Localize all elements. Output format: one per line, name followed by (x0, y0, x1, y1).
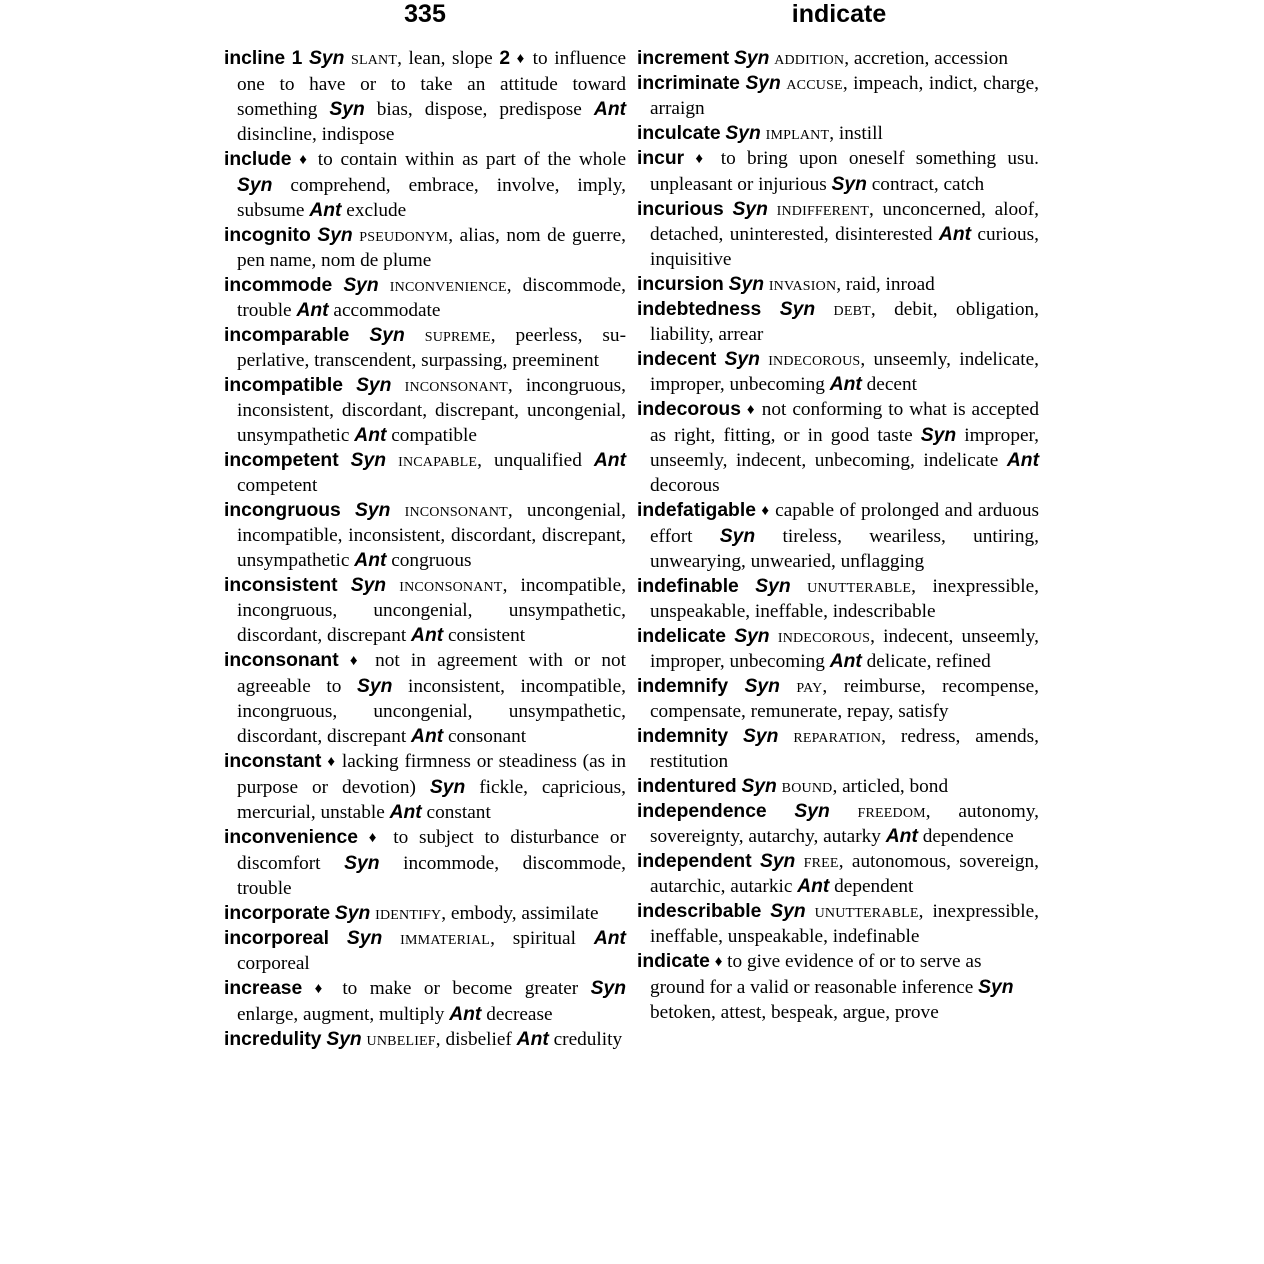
cross-reference: inconsonant (404, 375, 508, 396)
synonym-label: Syn (920, 425, 957, 446)
entry-text: capable of prolonged and arduous effort (650, 500, 1039, 547)
entry-text: curious, inquisitive (650, 224, 1039, 270)
cross-reference: pseudonym (359, 225, 449, 246)
antonym-label: Ant (938, 224, 972, 245)
entry-text: consonant (447, 726, 527, 747)
entry-headword: incompetent (224, 450, 339, 471)
entry-text: , autonomous, sovereign, autarchic, autarkic (650, 851, 1040, 897)
synonym-label: Syn (755, 576, 791, 597)
entry-text: , autonomy, sovereignty, autarchy, autarky (650, 801, 1040, 847)
cross-reference: addition (774, 48, 845, 69)
entry-headword: indelicate (637, 626, 726, 647)
entry-text: to contain within as part of the whole (309, 149, 626, 170)
dictionary-entry (637, 624, 1039, 674)
entry-text: competent (237, 475, 318, 496)
synonym-label: Syn (724, 349, 760, 370)
cross-reference: unutterable (814, 901, 919, 922)
entry-text: to subject to disturbance or discomfort (237, 827, 626, 874)
dictionary-entry (637, 799, 1039, 849)
dictionary-entry (637, 121, 1039, 146)
synonym-label: Syn (346, 928, 383, 949)
entry-text: incommode, discommode, trouble (237, 853, 626, 899)
definition-diamond-icon: ♦ (516, 51, 527, 67)
entry-text: , discommode, trouble (237, 275, 626, 321)
entry-headword: incongruous (224, 500, 341, 521)
entry-text: contract, catch (871, 174, 985, 195)
dictionary-entry (637, 849, 1039, 899)
entry-headword: indefinable (637, 576, 739, 597)
cross-reference: indifferent (776, 199, 870, 220)
synonym-label: Syn (743, 726, 779, 747)
antonym-label: Ant (1006, 450, 1039, 471)
entry-text: , lean, slope (397, 48, 500, 69)
dictionary-entry (637, 197, 1039, 272)
synonym-label: Syn (329, 99, 365, 120)
column-right (637, 46, 1039, 1025)
dictionary-entry (224, 273, 626, 323)
entry-text: , spiritual (490, 928, 594, 949)
entry-text: , inexpressible, unspeakable, ineffable, indescribable (650, 576, 1040, 622)
definition-diamond-icon: ♦ (761, 503, 770, 519)
cross-reference: free (803, 851, 839, 872)
antonym-label: Ant (593, 99, 627, 120)
antonym-label: Ant (449, 1004, 482, 1025)
dictionary-entry (637, 71, 1039, 121)
cross-reference: immaterial (400, 928, 491, 949)
synonym-label: Syn (725, 123, 761, 144)
synonym-label: Syn (978, 977, 1014, 998)
dictionary-entry (637, 272, 1039, 297)
entry-headword: inconsonant (224, 650, 339, 671)
entry-headword: include (224, 149, 292, 170)
synonym-label: Syn (741, 776, 777, 797)
dictionary-entry (637, 297, 1039, 347)
page-number: 335 (404, 0, 446, 28)
entry-text: , disbelief (435, 1029, 517, 1050)
dictionary-entry (637, 397, 1039, 498)
entry-text: dependent (834, 876, 914, 897)
entry-text: not in agreement with or not agreeable to (237, 650, 626, 697)
antonym-label: Ant (309, 200, 342, 221)
entry-text: to influence one to have or to take an attitude toward something (237, 48, 626, 120)
entry-headword: indicate (637, 951, 710, 972)
entry-headword: indecorous (637, 399, 741, 420)
antonym-label: Ant (885, 826, 918, 847)
entry-headword: indecent (637, 349, 717, 370)
entry-text: constant (426, 802, 491, 823)
entry-text: , uncongenial, incompatible, inconsistent, discordant, discrepant, unsympathetic (237, 500, 626, 571)
entry-text: decrease (486, 1004, 553, 1025)
entry-text: disincline, indispose (237, 124, 395, 145)
entry-text: congruous (391, 550, 472, 571)
antonym-label: Ant (829, 374, 862, 395)
entry-headword: independence (637, 801, 767, 822)
dictionary-entry (637, 774, 1039, 799)
synonym-label: Syn (770, 901, 806, 922)
entry-headword: incredulity (224, 1029, 322, 1050)
entry-text: tireless, weariless, untiring, unwearying, unwearied, unflagging (650, 526, 1040, 572)
dictionary-entry (224, 573, 626, 648)
dictionary-entry (224, 749, 626, 825)
dictionary-entry (637, 347, 1039, 397)
entry-text: exclude (346, 200, 407, 221)
running-head (0, 0, 1264, 34)
entry-text: , debit, obligation, liability, arrear (650, 299, 1039, 345)
entry-headword: incognito (224, 225, 311, 246)
entry-text: , raid, inroad (836, 274, 935, 295)
dictionary-entry (224, 323, 626, 373)
synonym-label: Syn (309, 48, 345, 69)
entry-headword: incur (637, 148, 685, 169)
synonym-label: Syn (719, 526, 756, 547)
entry-headword: indescribable (637, 901, 762, 922)
synonym-label: Syn (733, 48, 770, 69)
entry-headword: indemnify (637, 676, 729, 697)
entry-text: lacking firmness or steadiness (as in purpose or devotion) (237, 751, 627, 798)
synonym-label: Syn (350, 575, 387, 596)
cross-reference: inconsonant (399, 575, 503, 596)
entry-headword: indentured (637, 776, 737, 797)
dictionary-entry (224, 901, 626, 926)
definition-diamond-icon: ♦ (349, 653, 364, 669)
synonym-label: Syn (759, 851, 796, 872)
entry-text: , unqualified (477, 450, 594, 471)
dictionary-entry (224, 46, 626, 147)
entry-headword: inconsistent (224, 575, 338, 596)
entry-headword: incorporate (224, 903, 331, 924)
entry-headword: incomparable (224, 325, 350, 346)
synonym-label: Syn (745, 73, 781, 94)
entry-text: , accretion, accession (844, 48, 1009, 69)
entry-text: , alias, nom de guerre, pen name, nom de plume (237, 225, 626, 271)
entry-text: bias, dispose, predispose (376, 99, 594, 120)
column-left (224, 46, 626, 1052)
definition-diamond-icon: ♦ (714, 954, 723, 970)
dictionary-entry (637, 949, 1039, 1025)
entry-text: compatible (391, 425, 477, 446)
synonym-label: Syn (350, 450, 387, 471)
synonym-label: Syn (343, 275, 379, 296)
entry-text: , incompatible, incongruous, uncongenial, unsympathetic, discordant, discrepant (237, 575, 627, 646)
entry-text: betoken, attest, bespeak, argue, prove (650, 1002, 939, 1023)
antonym-label: Ant (593, 928, 626, 949)
entry-headword: increase (224, 978, 303, 999)
antonym-label: Ant (354, 550, 387, 571)
entry-text: consistent (447, 625, 526, 646)
sense-number: 1 (291, 48, 303, 69)
synonym-label: Syn (429, 777, 466, 798)
cross-reference: bound (781, 776, 833, 797)
entry-headword: indebtedness (637, 299, 762, 320)
cross-reference: pay (796, 676, 823, 697)
entry-text: corporeal (237, 953, 310, 974)
entry-text: accommodate (333, 300, 441, 321)
entry-headword: incriminate (637, 73, 740, 94)
entry-text: to give evidence of or to serve as ground for a valid or reasonable inference (650, 951, 982, 998)
entry-headword: indefatigable (637, 500, 756, 521)
entry-text: decent (866, 374, 917, 395)
dictionary-entry (637, 674, 1039, 724)
cross-reference: indecorous (777, 626, 871, 647)
dictionary-entry (224, 825, 626, 901)
entry-text: improper, unseemly, indecent, unbecoming, indelicate (650, 425, 1039, 471)
dictionary-entry (224, 147, 626, 223)
entry-text: , redress, amends, restitution (650, 726, 1039, 772)
entry-text: to bring upon oneself something usu. unpleasant or injurious (650, 148, 1039, 195)
dictionary-entry (224, 448, 626, 498)
synonym-label: Syn (831, 174, 867, 195)
synonym-label: Syn (744, 676, 780, 697)
synonym-label: Syn (734, 626, 770, 647)
synonym-label: Syn (356, 375, 392, 396)
entry-text: inconsistent, incompatible, incongruous, uncongenial, unsympathetic, discordant, discrepant (237, 676, 626, 747)
entry-headword: incursion (637, 274, 724, 295)
antonym-label: Ant (296, 300, 329, 321)
definition-diamond-icon: ♦ (746, 402, 756, 418)
dictionary-entry (637, 899, 1039, 949)
antonym-label: Ant (411, 625, 444, 646)
entry-text: , embody, assimilate (441, 903, 599, 924)
dictionary-entry (637, 574, 1039, 624)
entry-headword: indemnity (637, 726, 729, 747)
entry-text: , indecent, unseemly, improper, unbecoming (650, 626, 1039, 672)
synonym-label: Syn (590, 978, 627, 999)
synonym-label: Syn (237, 175, 273, 196)
entry-headword: incommode (224, 275, 333, 296)
synonym-label: Syn (369, 325, 405, 346)
dictionary-entry (224, 976, 626, 1027)
cross-reference: unbelief (366, 1029, 436, 1050)
cross-reference: inconvenience (389, 275, 507, 296)
synonym-label: Syn (344, 853, 380, 874)
antonym-label: Ant (516, 1029, 549, 1050)
dictionary-entry (224, 498, 626, 573)
synonym-label: Syn (728, 274, 764, 295)
dictionary-entry (224, 926, 626, 976)
synonym-label: Syn (326, 1029, 362, 1050)
cross-reference: freedom (857, 801, 926, 822)
definition-diamond-icon: ♦ (314, 981, 330, 997)
entry-headword: independent (637, 851, 752, 872)
dictionary-entry (637, 46, 1039, 71)
cross-reference: unutterable (807, 576, 912, 597)
antonym-label: Ant (411, 726, 444, 747)
antonym-label: Ant (354, 425, 387, 446)
synonym-label: Syn (779, 299, 816, 320)
dictionary-entry (224, 373, 626, 448)
synonym-label: Syn (334, 903, 371, 924)
entry-text: , unconcerned, aloof, detached, uninterested, disinterested (650, 199, 1040, 245)
entry-text: , impeach, indict, charge, arraign (650, 73, 1039, 119)
entry-text: , articled, bond (832, 776, 949, 797)
dictionary-entry (637, 146, 1039, 197)
entry-headword: incline (224, 48, 286, 69)
entry-text: comprehend, embrace, involve, imply, subsume (237, 175, 626, 221)
definition-diamond-icon: ♦ (299, 152, 310, 168)
cross-reference: slant (350, 48, 398, 69)
antonym-label: Ant (829, 651, 862, 672)
running-head-word: indicate (791, 0, 887, 28)
entry-text: dependence (922, 826, 1014, 847)
cross-reference: implant (765, 123, 830, 144)
synonym-label: Syn (317, 225, 353, 246)
antonym-label: Ant (593, 450, 626, 471)
cross-reference: reparation (793, 726, 882, 747)
entry-headword: inconstant (224, 751, 322, 772)
entry-headword: inculcate (637, 123, 721, 144)
entry-text: enlarge, augment, multiply (237, 1004, 450, 1025)
cross-reference: supreme (424, 325, 491, 346)
synonym-label: Syn (794, 801, 830, 822)
definition-diamond-icon: ♦ (695, 151, 710, 167)
cross-reference: invasion (768, 274, 837, 295)
entry-text: , incongruous, inconsistent, discordant, discrepant, uncongenial, unsympathetic (237, 375, 626, 446)
entry-text: , peerless, superlative, transcendent, surpassing, preeminent (237, 325, 626, 371)
dictionary-entry (637, 724, 1039, 774)
cross-reference: accuse (786, 73, 843, 94)
entry-text: fickle, capricious, mercurial, unstable (237, 777, 626, 823)
entry-text: , reimburse, recompense, compensate, remunerate, repay, satisfy (650, 676, 1039, 722)
entry-headword: inconvenience (224, 827, 358, 848)
dictionary-entry (224, 648, 626, 749)
definition-diamond-icon: ♦ (327, 754, 337, 770)
sense-number: 2 (499, 48, 511, 69)
dictionary-entry (637, 498, 1039, 574)
antonym-label: Ant (389, 802, 422, 823)
antonym-label: Ant (797, 876, 830, 897)
entry-text: credulity (553, 1029, 623, 1050)
synonym-label: Syn (357, 676, 393, 697)
synonym-label: Syn (354, 500, 391, 521)
cross-reference: debt (833, 299, 871, 320)
entry-headword: incorporeal (224, 928, 330, 949)
synonym-label: Syn (732, 199, 768, 220)
entry-text: not conforming to what is accepted as right, fitting, or in good taste (650, 399, 1039, 446)
entry-text: to make or become greater (329, 978, 591, 999)
cross-reference: indecorous (768, 349, 861, 370)
cross-reference: identify (375, 903, 442, 924)
dictionary-entry (224, 223, 626, 273)
entry-text: delicate, refined (866, 651, 991, 672)
entry-text: , unseemly, indelicate, improper, unbecoming (650, 349, 1039, 395)
entry-text: decorous (650, 475, 720, 496)
cross-reference: inconsonant (404, 500, 508, 521)
entry-headword: incurious (637, 199, 724, 220)
entry-headword: incompatible (224, 375, 343, 396)
dictionary-entry (224, 1027, 626, 1052)
entry-headword: increment (637, 48, 730, 69)
cross-reference: incapable (398, 450, 478, 471)
entry-text: , instill (829, 123, 883, 144)
definition-diamond-icon: ♦ (368, 830, 383, 846)
entry-text: , inexpressible, ineffable, unspeakable, indefinable (650, 901, 1039, 947)
